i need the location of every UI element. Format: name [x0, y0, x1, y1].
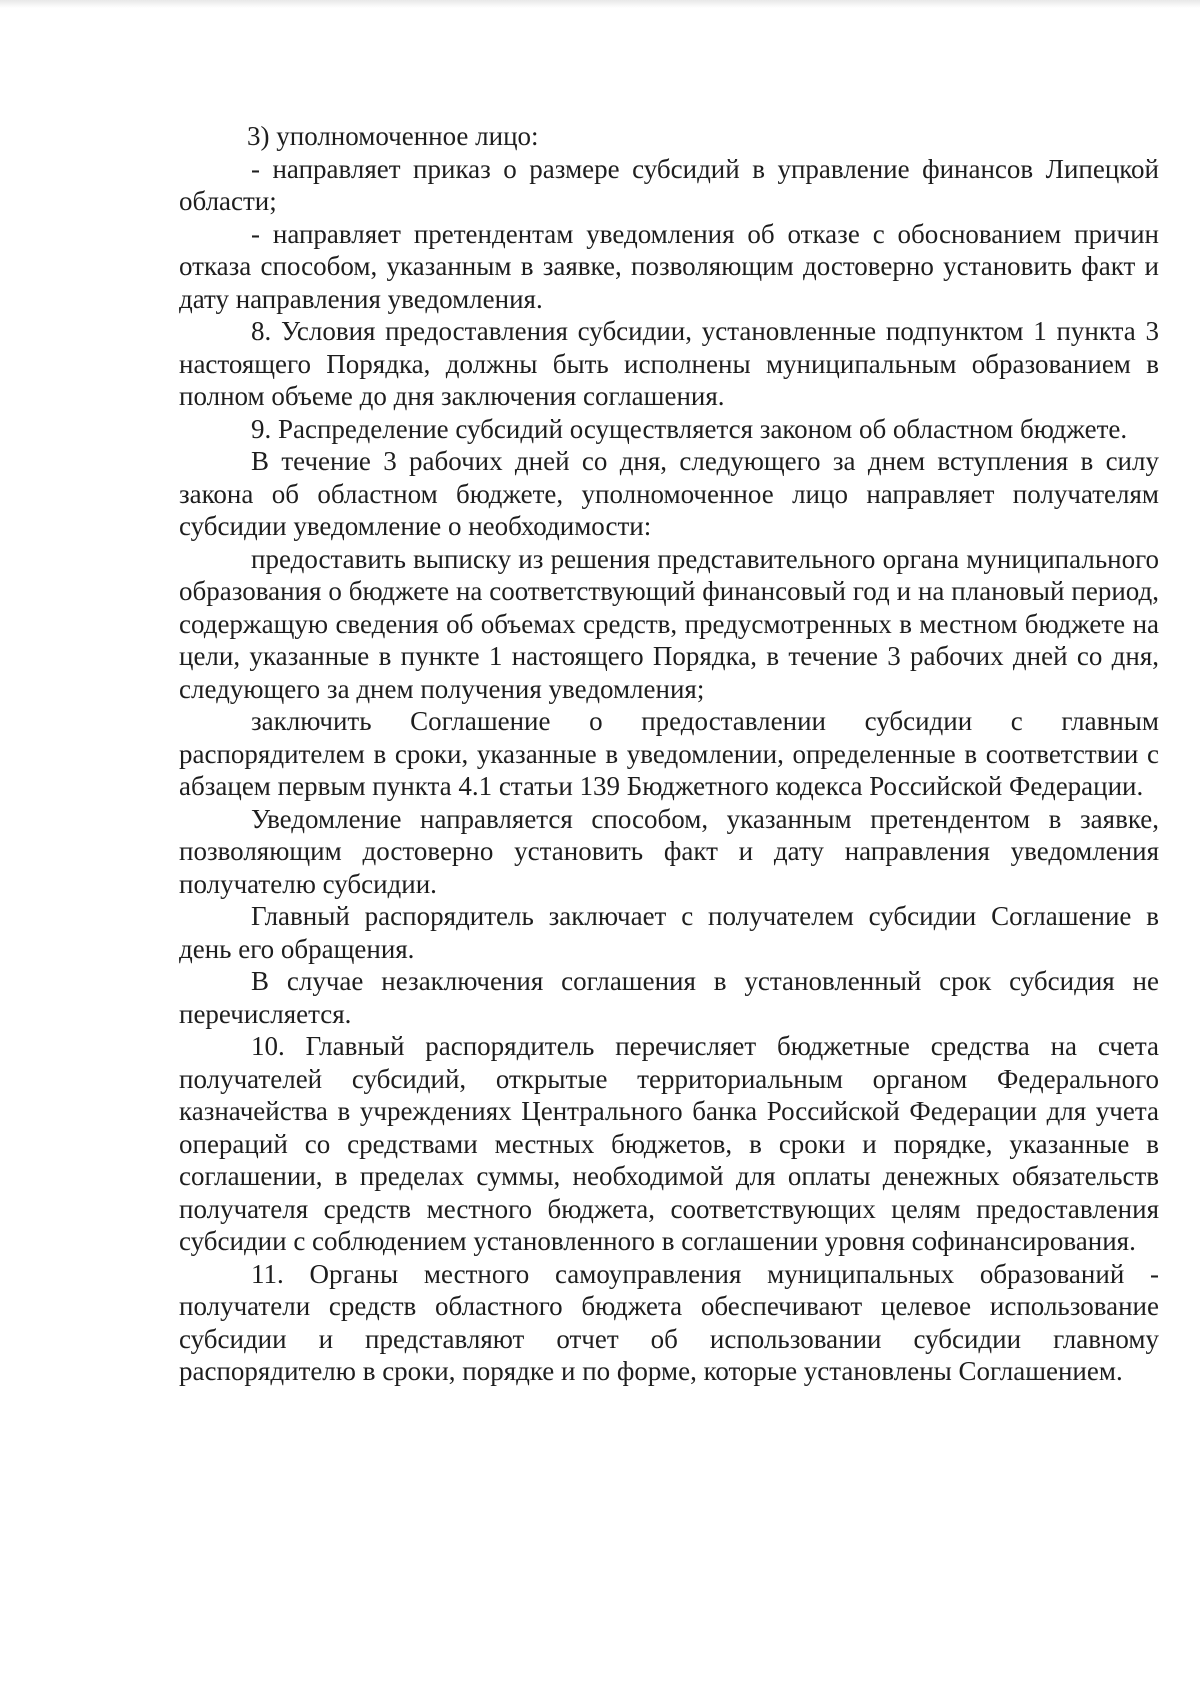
- paragraph-authorized-person: 3) уполномоченное лицо:: [247, 121, 539, 151]
- paragraph-agreement-day: Главный распорядитель заключает с получателем субсидии Соглашение в день его обращения.: [179, 901, 1159, 964]
- paragraph-notice-method: Уведомление направляется способом, указанным претендентом в заявке, позволяющим достоверно установить факт и дату направления уведомления получателю субсидии.: [179, 803, 1159, 899]
- paragraph-refusal-notice: - направляет претендентам уведомления об отказе с обоснованием причин отказа способом, указанным в заявке, позволяющим достоверно установить факт и дату направления уведомления.: [179, 218, 1159, 314]
- paragraph-no-agreement: В случае незаключения соглашения в установленный срок субсидия не перечисляется.: [179, 966, 1159, 1029]
- paragraph-item-10: 10. Главный распорядитель перечисляет бюджетные средства на счета получателей субсидий, открытые территориальным органом Федерального казначейства в учреждениях Центрального банка Российской Федерации для учета операций со средствами местных бюджетов, в сроки и порядке, указанные в соглашении, в пределах суммы, необходимой для оплаты денежных обязательств получателя средств местного бюджета, соответствующих целям предоставления субсидии с соблюдением установленного в соглашении уровня софинансирования.: [179, 1031, 1159, 1256]
- document-body: [179, 120, 1159, 1388]
- paragraph-item-9: 9. Распределение субсидий осуществляется законом об областном бюджете.: [251, 413, 1128, 444]
- paragraph-provide-extract: предоставить выписку из решения представительного органа муниципального образования о бюджете на соответствующий финансовый год и на плановый период, содержащую сведения об объемах средств, предусмотренных в местном бюджете на цели, указанные в пункте 1 настоящего Порядка, в течение 3 рабочих дней со дня, следующего за днем получения уведомления;: [179, 543, 1159, 704]
- paragraph-within-3-days: В течение 3 рабочих дней со дня, следующего за днем вступления в силу закона об областном бюджете, уполномоченное лицо направляет получателям субсидии уведомление о необходимости:: [179, 446, 1159, 541]
- paragraph-item-11: 11. Органы местного самоуправления муниципальных образований - получатели средств областного бюджета обеспечивают целевое использование субсидии и представляют отчет об использовании субсидии главному распорядителю в сроки, порядке и по форме, которые установлены Соглашением.: [179, 1258, 1159, 1386]
- paragraph-conclude-agreement: заключить Соглашение о предоставлении субсидии с главным распорядителем в сроки, указанные в уведомлении, определенные в соответствии с абзацем первым пункта 4.1 статьи 139 Бюджетного кодекса Российской Федерации.: [179, 706, 1159, 801]
- paragraph-item-8: 8. Условия предоставления субсидии, установленные подпунктом 1 пункта 3 настоящего Порядка, должны быть исполнены муниципальным образованием в полном объеме до дня заключения соглашения.: [179, 316, 1159, 411]
- scan-edge-artifact: [0, 0, 1200, 8]
- paragraph-order-to-finance: - направляет приказ о размере субсидий в управление финансов Липецкой области;: [179, 153, 1159, 216]
